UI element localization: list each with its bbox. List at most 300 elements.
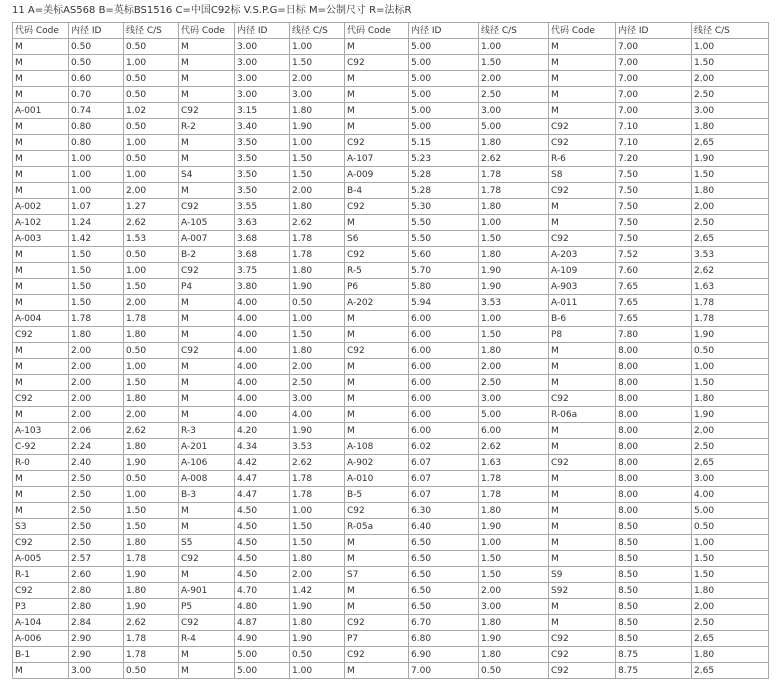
header-cs: 线径 C/S (290, 23, 345, 39)
cell-cs: 2.00 (479, 71, 549, 87)
cell-code: M (13, 71, 69, 87)
cell-code: A-009 (345, 167, 409, 183)
cell-code: M (13, 295, 69, 311)
cell-code: A-007 (179, 231, 235, 247)
cell-cs: 0.50 (290, 647, 345, 663)
cell-id: 3.50 (235, 183, 290, 199)
cell-code: M (13, 343, 69, 359)
header-id: 内径 ID (69, 23, 124, 39)
cell-cs: 1.90 (479, 263, 549, 279)
cell-cs: 2.00 (479, 359, 549, 375)
cell-code: C92 (345, 55, 409, 71)
cell-id: 4.50 (235, 519, 290, 535)
cell-code: M (345, 327, 409, 343)
cell-cs: 1.50 (479, 231, 549, 247)
table-row (13, 183, 769, 199)
cell-id: 6.02 (409, 439, 479, 455)
cell-code: C92 (13, 583, 69, 599)
cell-cs: 1.80 (479, 343, 549, 359)
cell-code: C92 (345, 135, 409, 151)
cell-code: M (179, 295, 235, 311)
cell-code: M (13, 663, 69, 679)
cell-cs: 1.90 (124, 599, 179, 615)
cell-id: 0.70 (69, 87, 124, 103)
cell-cs: 0.50 (124, 119, 179, 135)
cell-cs: 1.50 (479, 551, 549, 567)
table-row (13, 55, 769, 71)
cell-cs: 2.00 (290, 71, 345, 87)
header-cs: 线径 C/S (124, 23, 179, 39)
cell-cs: 2.62 (692, 263, 769, 279)
cell-id: 7.50 (616, 199, 692, 215)
cell-cs: 1.80 (692, 391, 769, 407)
cell-cs: 1.00 (124, 359, 179, 375)
cell-cs: 0.50 (124, 663, 179, 679)
cell-id: 5.60 (409, 247, 479, 263)
cell-code: A-011 (549, 295, 616, 311)
cell-id: 3.68 (235, 247, 290, 263)
cell-cs: 1.50 (124, 519, 179, 535)
header-cs: 线径 C/S (692, 23, 769, 39)
table-row (13, 391, 769, 407)
cell-code: A-008 (179, 471, 235, 487)
cell-code: M (179, 87, 235, 103)
cell-cs: 1.78 (124, 311, 179, 327)
cell-id: 2.84 (69, 615, 124, 631)
cell-code: P5 (179, 599, 235, 615)
cell-code: M (13, 503, 69, 519)
cell-cs: 1.78 (479, 183, 549, 199)
cell-cs: 3.00 (479, 391, 549, 407)
cell-id: 7.00 (616, 71, 692, 87)
cell-id: 0.80 (69, 119, 124, 135)
cell-id: 2.06 (69, 423, 124, 439)
cell-code: A-201 (179, 439, 235, 455)
cell-cs: 2.00 (290, 567, 345, 583)
table-row (13, 103, 769, 119)
cell-id: 4.50 (235, 503, 290, 519)
cell-id: 7.80 (616, 327, 692, 343)
cell-code: S4 (179, 167, 235, 183)
cell-cs: 1.50 (692, 55, 769, 71)
cell-id: 3.50 (235, 135, 290, 151)
cell-code: R-3 (179, 423, 235, 439)
cell-code: M (13, 375, 69, 391)
cell-code: R-1 (13, 567, 69, 583)
cell-id: 6.30 (409, 503, 479, 519)
cell-cs: 1.00 (124, 487, 179, 503)
cell-id: 5.00 (409, 103, 479, 119)
cell-code: C92 (345, 199, 409, 215)
table-row (13, 599, 769, 615)
cell-cs: 1.90 (290, 119, 345, 135)
cell-id: 2.90 (69, 631, 124, 647)
cell-cs: 2.00 (692, 599, 769, 615)
cell-id: 6.07 (409, 487, 479, 503)
cell-code: M (13, 119, 69, 135)
cell-id: 5.28 (409, 183, 479, 199)
cell-id: 6.00 (409, 375, 479, 391)
cell-cs: 3.53 (692, 247, 769, 263)
cell-cs: 1.78 (290, 487, 345, 503)
cell-code: C92 (549, 455, 616, 471)
cell-cs: 1.53 (124, 231, 179, 247)
cell-cs: 3.00 (479, 103, 549, 119)
cell-code: S5 (179, 535, 235, 551)
cell-id: 4.90 (235, 631, 290, 647)
cell-code: S8 (549, 167, 616, 183)
cell-cs: 1.50 (290, 55, 345, 71)
cell-cs: 1.80 (692, 119, 769, 135)
cell-code: R-06a (549, 407, 616, 423)
cell-id: 1.50 (69, 263, 124, 279)
header-row (13, 23, 769, 39)
cell-id: 7.65 (616, 279, 692, 295)
cell-cs: 1.80 (124, 583, 179, 599)
cell-id: 6.50 (409, 567, 479, 583)
cell-cs: 1.78 (124, 551, 179, 567)
cell-id: 7.65 (616, 295, 692, 311)
cell-id: 2.00 (69, 391, 124, 407)
cell-id: 2.50 (69, 471, 124, 487)
cell-id: 5.50 (409, 231, 479, 247)
cell-cs: 1.78 (290, 247, 345, 263)
cell-cs: 2.62 (479, 151, 549, 167)
cell-code: M (345, 71, 409, 87)
cell-id: 3.75 (235, 263, 290, 279)
cell-id: 1.50 (69, 295, 124, 311)
cell-id: 5.00 (409, 71, 479, 87)
cell-code: M (345, 423, 409, 439)
cell-code: R-2 (179, 119, 235, 135)
cell-code: M (549, 87, 616, 103)
cell-code: C92 (13, 535, 69, 551)
cell-code: M (345, 359, 409, 375)
cell-cs: 2.00 (290, 359, 345, 375)
cell-id: 2.50 (69, 519, 124, 535)
cell-code: B-6 (549, 311, 616, 327)
cell-id: 8.00 (616, 455, 692, 471)
cell-id: 5.94 (409, 295, 479, 311)
cell-cs: 1.50 (124, 279, 179, 295)
cell-code: M (345, 535, 409, 551)
table-row (13, 343, 769, 359)
cell-code: C92 (549, 135, 616, 151)
cell-code: M (179, 503, 235, 519)
table-row (13, 119, 769, 135)
cell-cs: 2.00 (124, 295, 179, 311)
cell-cs: 1.27 (124, 199, 179, 215)
cell-id: 6.00 (409, 327, 479, 343)
cell-cs: 1.90 (479, 279, 549, 295)
cell-code: C92 (345, 247, 409, 263)
cell-cs: 2.00 (692, 199, 769, 215)
cell-id: 8.50 (616, 551, 692, 567)
cell-code: M (13, 87, 69, 103)
cell-id: 2.60 (69, 567, 124, 583)
cell-id: 6.90 (409, 647, 479, 663)
cell-id: 8.00 (616, 487, 692, 503)
cell-code: B-1 (13, 647, 69, 663)
table-row (13, 535, 769, 551)
cell-id: 3.00 (235, 39, 290, 55)
cell-cs: 2.62 (290, 215, 345, 231)
table-row (13, 215, 769, 231)
cell-code: C92 (345, 615, 409, 631)
cell-code: M (549, 39, 616, 55)
cell-code: C-92 (13, 439, 69, 455)
cell-id: 8.75 (616, 647, 692, 663)
cell-id: 4.80 (235, 599, 290, 615)
cell-cs: 0.50 (124, 151, 179, 167)
cell-id: 8.00 (616, 343, 692, 359)
cell-id: 2.50 (69, 487, 124, 503)
cell-code: B-4 (345, 183, 409, 199)
cell-code: M (13, 359, 69, 375)
cell-cs: 1.00 (692, 359, 769, 375)
cell-cs: 1.42 (290, 583, 345, 599)
cell-code: M (345, 391, 409, 407)
cell-cs: 1.78 (479, 167, 549, 183)
cell-code: C92 (549, 391, 616, 407)
cell-cs: 2.50 (692, 439, 769, 455)
cell-id: 4.00 (235, 391, 290, 407)
header-cs: 线径 C/S (479, 23, 549, 39)
cell-cs: 1.50 (479, 55, 549, 71)
cell-cs: 2.62 (124, 423, 179, 439)
table-row (13, 519, 769, 535)
table-row (13, 151, 769, 167)
cell-id: 8.00 (616, 359, 692, 375)
cell-cs: 1.90 (124, 567, 179, 583)
cell-id: 3.68 (235, 231, 290, 247)
cell-id: 4.00 (235, 407, 290, 423)
cell-code: M (345, 551, 409, 567)
cell-cs: 2.62 (479, 439, 549, 455)
cell-cs: 1.90 (479, 519, 549, 535)
table-row (13, 231, 769, 247)
table-row (13, 71, 769, 87)
cell-id: 3.55 (235, 199, 290, 215)
cell-code: M (549, 599, 616, 615)
cell-cs: 1.78 (290, 231, 345, 247)
cell-code: A-010 (345, 471, 409, 487)
cell-id: 3.80 (235, 279, 290, 295)
cell-cs: 3.53 (290, 439, 345, 455)
cell-id: 2.24 (69, 439, 124, 455)
cell-id: 2.57 (69, 551, 124, 567)
cell-id: 7.00 (616, 103, 692, 119)
cell-id: 1.78 (69, 311, 124, 327)
cell-code: M (549, 439, 616, 455)
cell-id: 4.87 (235, 615, 290, 631)
table-row (13, 487, 769, 503)
cell-code: M (345, 103, 409, 119)
cell-code: A-002 (13, 199, 69, 215)
cell-cs: 5.00 (692, 503, 769, 519)
table-row (13, 375, 769, 391)
cell-cs: 2.00 (692, 423, 769, 439)
cell-id: 7.50 (616, 215, 692, 231)
cell-code: M (549, 423, 616, 439)
cell-id: 1.00 (69, 151, 124, 167)
cell-code: S3 (13, 519, 69, 535)
cell-id: 2.00 (69, 375, 124, 391)
cell-cs: 1.50 (290, 327, 345, 343)
cell-id: 6.07 (409, 471, 479, 487)
cell-cs: 1.50 (290, 151, 345, 167)
cell-code: P6 (345, 279, 409, 295)
table-row (13, 295, 769, 311)
cell-cs: 1.90 (290, 423, 345, 439)
cell-id: 6.00 (409, 343, 479, 359)
cell-id: 8.50 (616, 631, 692, 647)
cell-cs: 3.00 (290, 87, 345, 103)
cell-cs: 1.78 (692, 295, 769, 311)
cell-cs: 3.53 (479, 295, 549, 311)
cell-code: R-6 (549, 151, 616, 167)
cell-id: 4.47 (235, 487, 290, 503)
cell-id: 2.90 (69, 647, 124, 663)
cell-cs: 1.80 (290, 615, 345, 631)
table-row (13, 247, 769, 263)
table-row (13, 87, 769, 103)
cell-cs: 1.80 (692, 647, 769, 663)
cell-cs: 2.65 (692, 231, 769, 247)
cell-cs: 1.50 (692, 375, 769, 391)
cell-code: M (179, 327, 235, 343)
cell-cs: 1.80 (290, 103, 345, 119)
cell-id: 8.00 (616, 407, 692, 423)
table-row (13, 583, 769, 599)
cell-code: B-3 (179, 487, 235, 503)
cell-id: 3.50 (235, 167, 290, 183)
cell-cs: 1.50 (290, 535, 345, 551)
cell-code: M (179, 567, 235, 583)
cell-cs: 1.80 (479, 503, 549, 519)
cell-id: 4.50 (235, 551, 290, 567)
cell-code: M (549, 615, 616, 631)
cell-code: C92 (549, 647, 616, 663)
cell-code: M (13, 167, 69, 183)
cell-code: A-003 (13, 231, 69, 247)
cell-cs: 1.80 (290, 343, 345, 359)
cell-id: 0.60 (69, 71, 124, 87)
cell-id: 1.07 (69, 199, 124, 215)
cell-id: 6.00 (409, 359, 479, 375)
cell-code: A-901 (179, 583, 235, 599)
cell-id: 2.50 (69, 503, 124, 519)
cell-code: M (549, 535, 616, 551)
cell-id: 8.50 (616, 519, 692, 535)
cell-id: 0.74 (69, 103, 124, 119)
cell-id: 6.00 (409, 407, 479, 423)
cell-id: 2.50 (69, 535, 124, 551)
cell-cs: 1.90 (290, 599, 345, 615)
cell-id: 8.00 (616, 503, 692, 519)
cell-id: 4.00 (235, 359, 290, 375)
cell-id: 8.00 (616, 471, 692, 487)
cell-id: 6.40 (409, 519, 479, 535)
cell-id: 8.00 (616, 439, 692, 455)
table-row (13, 567, 769, 583)
cell-cs: 2.65 (692, 135, 769, 151)
cell-code: C92 (13, 327, 69, 343)
cell-id: 3.00 (235, 55, 290, 71)
cell-cs: 3.00 (479, 599, 549, 615)
cell-id: 7.52 (616, 247, 692, 263)
cell-id: 6.50 (409, 583, 479, 599)
cell-id: 7.50 (616, 167, 692, 183)
cell-cs: 1.00 (692, 39, 769, 55)
cell-cs: 0.50 (290, 295, 345, 311)
cell-cs: 1.80 (479, 247, 549, 263)
cell-code: M (179, 647, 235, 663)
cell-cs: 2.65 (692, 631, 769, 647)
cell-code: B-5 (345, 487, 409, 503)
cell-id: 2.00 (69, 343, 124, 359)
cell-code: C92 (549, 183, 616, 199)
cell-code: A-109 (549, 263, 616, 279)
cell-cs: 1.80 (124, 391, 179, 407)
cell-code: A-006 (13, 631, 69, 647)
cell-cs: 6.00 (479, 423, 549, 439)
table-row (13, 423, 769, 439)
cell-cs: 0.50 (124, 471, 179, 487)
cell-code: C92 (179, 199, 235, 215)
cell-code: M (179, 663, 235, 679)
oring-size-table (12, 22, 769, 679)
cell-id: 8.50 (616, 583, 692, 599)
cell-id: 4.00 (235, 375, 290, 391)
cell-id: 8.00 (616, 375, 692, 391)
cell-cs: 1.50 (124, 503, 179, 519)
cell-code: M (179, 375, 235, 391)
header-code: 代码 Code (13, 23, 69, 39)
cell-cs: 2.65 (692, 455, 769, 471)
cell-code: M (549, 55, 616, 71)
cell-cs: 1.80 (124, 535, 179, 551)
cell-cs: 2.00 (479, 583, 549, 599)
cell-id: 3.00 (235, 87, 290, 103)
cell-cs: 1.00 (124, 167, 179, 183)
cell-cs: 2.50 (479, 375, 549, 391)
cell-cs: 1.80 (124, 327, 179, 343)
cell-cs: 1.80 (290, 199, 345, 215)
cell-id: 4.00 (235, 311, 290, 327)
cell-code: R-0 (13, 455, 69, 471)
cell-code: A-108 (345, 439, 409, 455)
cell-cs: 1.80 (479, 199, 549, 215)
cell-id: 8.50 (616, 599, 692, 615)
cell-cs: 2.62 (124, 215, 179, 231)
cell-cs: 0.50 (479, 663, 549, 679)
cell-cs: 1.78 (692, 311, 769, 327)
cell-code: C92 (345, 343, 409, 359)
cell-code: M (549, 343, 616, 359)
table-row (13, 311, 769, 327)
cell-code: P3 (13, 599, 69, 615)
cell-cs: 2.50 (692, 215, 769, 231)
cell-cs: 0.50 (124, 247, 179, 263)
cell-code: C92 (549, 663, 616, 679)
cell-cs: 1.02 (124, 103, 179, 119)
cell-code: B-2 (179, 247, 235, 263)
cell-id: 4.00 (235, 327, 290, 343)
cell-id: 7.10 (616, 135, 692, 151)
cell-cs: 1.90 (479, 631, 549, 647)
cell-code: M (549, 215, 616, 231)
